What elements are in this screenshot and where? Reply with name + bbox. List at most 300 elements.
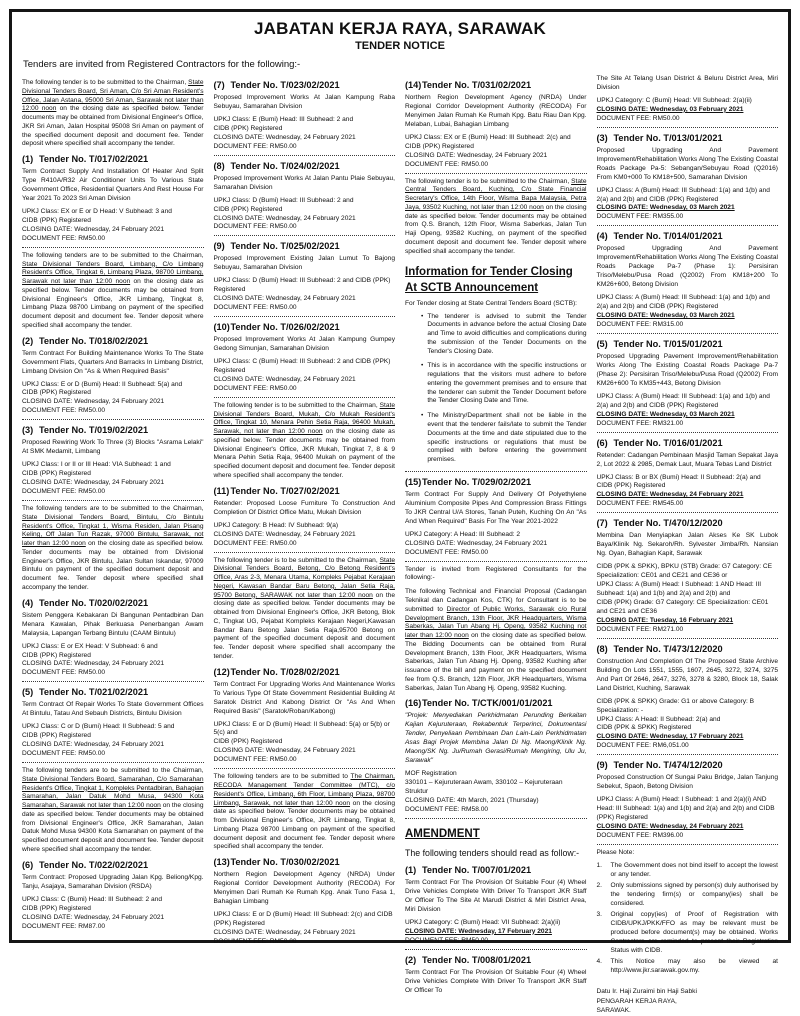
closing-date: CLOSING DATE: Wednesday, 17 February 2021 [596,733,744,741]
tender-specs [597,474,779,492]
dotted-divider [405,173,587,174]
spec-line: UPKJ Class: E or D (Bumi) Head: II Subhead: 5(a) or 5(b) or 5(c) and [213,720,390,737]
tender-heading [597,133,779,143]
tender-index: (7) [596,518,608,529]
submission-instructions [22,252,204,331]
spec-line: CIDB (PPK & SPKK) Grade: G1 or above Category: B Specialization: - [596,697,755,714]
submission-instructions [405,588,587,693]
tender-number: Tender No. T/024/02/2021 [230,160,340,171]
tender-heading [405,80,587,90]
spec-line: UPKJ Class: A (Bumi) Head: I Subhead: 1 and 2(a)(i) AND Head: III Subhead: 1(a) and 1(b) and 2(a) and 2(b) and CIDB (PPK) Registered [596,796,775,822]
intro-segment: on the closing date as specified below. Tender documents may be obtained from Divisional Engineer's Office, JKR Limbang, Tingkat 8, Limbang Plaza 98700 Limbang on payment of the specified document deposit and document fee. Tender deposit where specified shall accompany the tender. [213,799,395,851]
tender-description: Construction And Completion Of The Proposed State Archive Building On Lots 1551, 1555, 1607, 2645, 3272, 3274, 3275 And Part Of 2646, 2647, 3276, 3278 & 3280, Block 18, Salak Land District, Kuching, Sarawak [596,657,778,692]
document-fee: DOCUMENT FEE: RM58.00 [405,806,489,814]
document-fee: DOCUMENT FEE: RM50.00 [22,488,106,496]
closing-date: CLOSING DATE: Wednesday, 03 March 2021 [596,204,735,212]
spec-line: UPKJ Class: E or EX Head: V Subhead: 6 and [22,642,158,650]
tender-specs [214,197,396,215]
spec-line: CIDB (PPK) Registered [596,482,666,490]
spec-line: UPKJ Class: C or D (Bumi) Head: II Subhead: 5 and [22,723,175,731]
document-fee: DOCUMENT FEE: RM50.00 [213,756,297,764]
intro-segment: on the closing date as specified below. Tender documents may be obtained from Divisional Engineer's Office, JKR Betong, Blok C, Tingkat UG, Pejabat Kompleks Kerajaan Negeri,Kawasan Bandar Baru Betong Jalan Setia Raja,95700 Betong on payment of the specified document deposit and document fee. Tender deposit where specified shall accompany the tender. [213,591,395,660]
tender-specs [597,187,779,205]
tender-index: (3) [596,132,608,143]
intro-segment: The following tender is to be submitted to the Chairman, [22,79,189,86]
tender-specs [22,461,204,479]
tender-number: Tender No. T/008/01/2021 [422,954,532,965]
spec-line: UPKJ Class: A (Bumi) Head: III Subhead: 1(a) and 1(b) and 2(a) and 2(b) and CIDB (PPK) Registered [596,186,770,203]
note-text: Only submissions signed by person(s) duly authorised by the tendering firm(s) or company(ies) shall be considered. [610,882,778,907]
intro-segment: on the closing date as specified below. Tender documents may be obtained from Q.S. Branch, 12th Floor, Wisma Saberkas, Jalan Tun Haji Openg, 93582 Kuching, on payment of the specified document deposit and document fee. Tender deposit where specified shall accompany the tender. [405,203,587,255]
tender-heading [405,698,587,708]
closing-date: CLOSING DATE: Wednesday, 03 March 2021 [596,312,735,320]
tender-index: (3) [22,425,34,436]
tender-number: Tender No. T/025/02/2021 [230,241,340,252]
spec-line: CIDB (PPK) Grade: G7 Category: CE Specialization: CE01 and CE21 and CE36 [596,598,769,615]
note-text: This Notice may also be viewed at http://www.jkr.sarawak.gov.my. [610,958,778,975]
note-item [597,911,779,955]
submission-instructions [405,178,587,257]
tender-number: Tender No. T/470/12/2020 [613,518,723,529]
document-fee: DOCUMENT FEE: RM50.00 [22,750,106,758]
tender-specs [405,770,587,797]
tender-description: "Projek: Menyediakan Perkhidmatan Perunding Berkaitan Kajian Kejuruteraan, Rekabentuk Terperinci, Dokumentasi Tender, Penyeliaan Pembinaan Dan Lain-Lain Perkhidmatan Asas Bagi Projek Membina Jalan Di Ng. Maong/Klinik Ng. Maong/SK Ng. Ju/Rumah Gerasi/Rumah Mengiring, Ulu Ju, Sarawak" [405,712,587,765]
document-fee: DOCUMENT FEE: RM271.00 [596,625,684,633]
tender-index: (5) [596,338,608,349]
spec-line: UPKJ Category: C (Bumi) Head: VII Subhead: 2(a)(ii) [596,96,752,104]
spec-line: UPKJ Category: B Head: IV Subhead: 9(a) [213,521,339,529]
intro-segment: The following tender is to be submitted to the Chairman, [405,177,572,185]
signature-line: SARAWAK. [596,1007,631,1015]
closing-date: CLOSING DATE: Wednesday, 24 February 2021 [213,530,356,538]
document-fee: DOCUMENT FEE: RM50.00 [22,669,106,677]
document-fee: DOCUMENT FEE: RM50.00 [596,114,680,122]
tender-number: Tender No. T/029/02/2021 [422,476,532,487]
document-fee: DOCUMENT FEE: RM6,051.00 [596,742,689,750]
invite-line: Tenders are invited from Registered Contractors for the following:- [23,59,301,70]
dotted-divider [22,247,204,248]
tender-description: Proposed Improvement Works At Jalan Kampung Raba Sebuyau, Samarahan Division [213,94,395,110]
document-fee: DOCUMENT FEE: RM396.00 [596,832,684,840]
tender-specs [22,643,204,661]
tender-index: (11) [213,485,230,496]
tender-item [597,133,779,223]
intro-segment: on the closing date as specified below. Tender documents may be obtained from Divisional Engineer's Office, JKR Samarahan, Jalan Datuk Mohd Musa 94300 Kota Samarahan on payment of the specified document deposit and document fee. Tender deposit where specified shall accompany the tender. [22,802,204,853]
tender-description: Retender: Cadangan Pembinaan Masjid Taman Sepakat Jaya 2, Lot 2022 & 2985, Demak Laut, Muara Tebas Land District [596,451,778,468]
tender-item [597,339,779,429]
dotted-divider [597,754,779,755]
dotted-divider [597,844,779,845]
tender-item [597,231,779,330]
dotted-divider [214,552,396,553]
tender-heading [214,857,396,867]
tender-specs [597,393,779,411]
intro-segment: The following Technical and Financial Proposal (Cadangan Teknikal dan Cadangan Kos, CTK) for Consultant is to be submitted to [405,588,587,613]
closing-date: CLOSING DATE: Wednesday, 24 February 2021 [213,747,356,755]
tender-heading [405,955,587,965]
tender-description: Term Contract For Supply And Delivery Of Polyethylene Aluminium Composite Pipes And Compression Brass Fittings To JKR Central U/A Stores, Tanah Puteh, Kuching On An "As And When Required" Basis For The Year 2021-2022 [405,490,587,525]
tender-description: Sistem Penggera Kebakaran Di Bangunan Pentadbiran Dan Menara Kawalan, Pihak Berkuasa Penerbangan Awam Malaysia, Lapangan Terbang Bintulu (CAAM Bintulu) [22,611,204,637]
dotted-divider [214,768,396,769]
tender-number: Tender No. T/026/02/2021 [230,322,340,333]
dotted-divider [597,225,779,226]
spec-line: CIDB (PPK) Registered [22,651,91,659]
page-subtitle: TENDER NOTICE [355,40,445,52]
document-fee: DOCUMENT FEE: RM50.00 [405,936,489,944]
tender-specs [597,563,779,617]
submission-address: State Divisional Tenders Board, Betong, C/o Betong Resident's Office, Aras 2-3, Menara Utama, Kompleks Pejabat Kerajaan Negeri, Kawasan Bandar Baru Betong, Jalan Setia Raja, 95700 Betong, SARAWAK not later than 12:00 noon [213,556,395,599]
tender-number: Tender No. T/473/12/2020 [613,643,723,654]
tender-specs [214,522,396,531]
tender-description: Proposed Improvement Works At Jalan Kampung Gumpey Gedong Simunjan, Samarahan Division [213,336,395,353]
bullet-text: This is in accordance with the specific instructions or regulations that the visitors must adhere to before entering the government premises and to ensure that the tenderer can submit the Tender Document before the Tender Closing Date and Time. [427,362,587,405]
tender-description: Term Contract: Proposed Upgrading Jalan Kpg. Beliong/Kpg. Tanju, Asajaya, Samarahan Division (RSDA) [22,873,204,890]
tender-index: (12) [213,666,230,677]
dotted-divider [405,818,587,819]
tender-index: (1) [22,154,34,165]
closing-date: CLOSING DATE: Wednesday, 24 February 2021 [213,375,356,383]
bullet-marker: • [421,312,424,320]
tender-heading [214,241,396,251]
tender-index: (8) [596,643,608,654]
bullets-lead: For Tender closing at State Central Tenders Board (SCTB): [405,299,578,307]
tender-index: (2) [22,335,34,346]
tender-item [22,860,204,932]
submission-instructions [214,557,396,662]
tender-index: (10) [213,322,230,333]
dotted-divider [22,762,204,763]
columns [22,75,778,1016]
page-title: JABATAN KERJA RAYA, SARAWAK [254,19,546,38]
tender-number: Tender No. T/020/02/2021 [39,597,149,608]
spec-line: UPKJ Class: D (Bumi) Head: III Subhead: 2 and [213,196,354,204]
submission-address: State Divisional Tenders Board, Mukah, C/o Mukah Resident's Office, Tingkat 10, Menara Pehin Setia Raja, 96400 Mukah, Sarawak, not later than 12:00 noon [213,401,395,436]
spec-line: UPKJ Class: I or II or III Head: VIA Subhead: 1 and [22,461,171,469]
tender-item [405,80,587,170]
spec-line: CIDB (PPK) Registered [22,389,91,397]
closing-date: CLOSING DATE: 4th March, 2021 (Thursday) [405,797,539,805]
spec-line: UPKJ Class: EX or E or D Head: V Subhead: 3 and [22,207,172,215]
dotted-divider [597,432,779,433]
intro-segment: The following tenders are to be submitted to [213,773,351,781]
sctb-closing-info [405,300,587,465]
tender-item [214,161,396,233]
tender-description: Membina Dan Menyiapkan Jalan Akses Ke SK Lubok Baya/Klinik Ng. Sekaroh/Rh. Sylvester Jimba/Rh. Nansian Ng. Oyan, Bahagian Kapit, Sarawak [596,532,778,558]
tender-index: (7) [213,80,225,90]
tender-specs [214,721,396,748]
tender-number: Tender No. T/017/02/2021 [39,154,149,165]
dotted-divider [597,638,779,639]
tender-number: Tender No. T/CTK/001/01/2021 [422,698,553,709]
closing-date: CLOSING DATE: Wednesday, 24 February 2021 [596,491,744,499]
note-item [597,958,779,976]
tender-description: Term Contract Supply And Installation Of Heater And Split Type R410A/R32 Air Conditioner Units To Various State Government Office, Residential Quarters And Rest House For Year 2021 To 2023 Sri Aman Division [22,168,204,202]
tender-index: (4) [596,231,608,242]
tender-heading [22,687,204,697]
tender-index: (13) [213,857,230,868]
document-fee: DOCUMENT FEE: RM50.00 [22,234,106,242]
tender-item [597,644,779,752]
intro-segment: on the closing date as specified below. Tender documents may be obtained from Divisional Engineer's Office, JKR Limbang, Tingkat 8, Limbang Plaza 98700 Limbang on payment of the specified document deposit and document fee. Tender deposit where specified shall accompany the tender. [22,278,204,329]
dotted-divider [214,316,396,317]
dotted-divider [405,561,587,562]
spec-line: UPKJ Class: A (Bumi) Head: I Subhead: 1 AND Head: III Subhead: 1(a) and 1(b) and 2(a) and 2(b) and [596,581,762,598]
document-fee: DOCUMENT FEE: RM321.00 [596,419,684,427]
tender-description: Northern Region Development Agency (NRDA) Under Regional Corridor Development Authority (RECODA) For Menyimen Jalan Rumah Ke Rumah Kpg. Batu Riau Dan Kpg. Melaban, Lubai, Bahagian Limbang [405,94,587,128]
submission-instructions [22,505,204,593]
note-lead: Please Note: [596,849,635,856]
tender-item [597,518,779,634]
tender-description: Proposed Construction Of Sungai Paku Bridge, Jalan Tanjung Sebekut, Spaoh, Betong Division [596,774,778,791]
submission-address: State Divisional Tenders Board, Sri Aman, C/o Sri Aman Resident's Office, Jalan Astana, 95000 Sri Aman, Sarawak not later than 12:00 noon [22,79,204,113]
tender-description: Proposed Upgrading And Pavement Improvement/Rehabilitation Works Along The Existing Coastal Roads Package Pa-5: Sebangan/Sebuyau Road (Q2016) From KM0+000 To KM18+500, Samarahan Division [596,146,778,181]
submission-address: State Divisional Tenders Board, Bintulu, C/o Bintulu Resident's Office, Tingkat 1, Wisma Residen, Jalan Pisang Keling, Off Jalan Tun Razak, 97000 Bintulu, Sarawak, not later than 12:00 noon [22,513,204,548]
paragraph: The following tenders should read as follow:- [405,848,580,859]
spec-line: CIDB (PPK) Registered [213,124,283,132]
tender-number: Tender No. T/022/02/2021 [39,859,149,870]
tender-heading [22,860,204,870]
document-fee: DOCUMENT FEE: RM87.00 [22,922,106,930]
tender-number: Tender No. T/013/01/2021 [613,132,723,143]
closing-date: CLOSING DATE: Wednesday, 03 March 2021 [596,410,735,418]
tender-number: Tender No. T/474/12/2020 [613,760,723,771]
intro-segment: The following tender is to be submitted to the Chairman, [213,556,380,564]
document-fee: DOCUMENT FEE: RM50.00 [22,407,106,415]
spec-line: CIDB (PPK) Registered [213,738,283,746]
column-4 [597,75,779,1016]
dotted-divider [22,681,204,682]
tender-description: Retender: Proposed Loose Furniture To Construction And Completion Of District Office Matu, Mukah Division [213,499,395,516]
intro-segment: The following tenders are to be submitted to the Chairman, [22,767,204,775]
spec-line: CIDB (PPK & SPKK), BPKU (STB) Grade: G7 Category: CE Specialization: CE01 and CE21 and CE36 or [596,563,773,580]
paragraph: Tender is invited from Registered Consultants for the following:- [405,565,587,582]
tender-description: The Site At Telang Usan District & Beluru District Area, Miri Division [596,75,778,91]
tender-specs [405,919,587,928]
intro-segment: The following tenders are to be submitted to the Chairman, [22,251,204,259]
tender-item [22,336,204,417]
tender-item [214,486,396,549]
tender-specs [405,531,587,540]
signature-line: Datu Ir. Haji Zuraimi bin Haji Sabki [596,988,697,996]
tender-heading [597,760,779,770]
bullet-text: The Ministry/Department shall not be liable in the event that the tenderer fails/late to submit the Tender Documents at the time and date stipulated due to the specific instructions or regulations that must be complied with before entering the government premises. [427,412,587,464]
intro-segment: on the closing date as specified below. Tender documents may be obtained from Divisional Engineer's Office, JKR Bintulu, Jalan Sultan Iskandar, 97009 Bintulu on payment of the specified document deposit and document fee. Tender deposit where specified shall accompany the tender. [22,540,204,591]
tender-specs [597,294,779,312]
document-fee: DOCUMENT FEE: RM50.00 [213,142,297,150]
closing-date: CLOSING DATE: Wednesday, 24 February 2021 [213,214,356,222]
tender-specs [22,723,204,741]
tender-specs [597,97,779,106]
bullet-item [421,412,587,465]
submission-address: State Central Tenders Board, Kuching, C/o State Financial Secretary's Office, 14th Floor, Wisma Bapa Malaysia, Petra Jaya, 93502 Kuching, not later than 12:00 noon [405,177,587,211]
tender-index: (6) [22,859,34,870]
document-fee: DOCUMENT FEE: RM50.00 [405,548,489,556]
tender-item [214,857,396,947]
tender-description: Proposed Rewiring Work To Three (3) Blocks "Asrama Lelaki" At SMK Medamit, Limbang [22,439,204,456]
tender-number: Tender No. T/014/01/2021 [613,231,723,242]
tender-heading [597,339,779,349]
intro-segment: The following tenders are to be submitted to the Chairman, [22,505,204,513]
tender-specs [22,381,204,399]
tender-description: Term Contract For Upgrading Works And Maintenance Works To Various Type Of State Government Residential Building At Saratok District And Kabong District Or "As And When Required Basis" (Saratok/Roban/Kabong) [213,680,395,715]
spec-line: UPKJ Class: C (Bumi) Head: III Subhead: 2 and [22,895,162,903]
tender-item [405,865,587,946]
document-fee: DOCUMENT FEE: RM50.00 [213,539,297,547]
tender-description: Term Contract For The Provision Of Suitable Four (4) Wheel Drive Vehicles Complete With Driver To Transport JKR Staff Or Officer To The Site At Marudi District & Miri District Area, Miri Division [405,878,587,913]
tender-specs [22,208,204,226]
closing-date: CLOSING DATE: Wednesday, 24 February 2021 [22,913,165,921]
tender-number: Tender No. T/023/02/2021 [230,80,340,90]
spec-line: UPKJ Class: A (Bumi) Head: III Subhead: 1(a) and 1(b) and 2(a) and 2(b) and CIDB (PPK) Registered [596,392,770,409]
tender-index: (8) [213,160,225,171]
tender-index: (14) [405,80,422,90]
tender-number: Tender No. T/007/01/2021 [422,864,532,875]
tender-item [214,322,396,394]
intro-segment: on the closing date as specified below. Tender documents may be obtained from Divisional Engineer's Office, JKR Sri Aman, Jalan Hospital 95008 Sri Aman on payment of the specified document deposit and document fee. Tender deposit where specified shall accompany the tender. [22,105,204,148]
spec-line: UPKJ Class: A Head: II Subhead: 2(a) and [596,715,721,723]
spec-line: CIDB (PPK & SPKK) Registered [596,724,692,732]
tender-description: Term Contract Of Repair Works To State Government Offices At Bintulu, Tatau And Sebauh Districts, Bintulu Division [22,701,204,718]
tender-description: Proposed Improvement Works At Jalan Pantu Plaie Sebuyau, Samarahan Division [213,174,395,191]
document-fee: DOCUMENT FEE: RM50.00 [213,304,297,312]
dotted-divider [597,512,779,513]
spec-line: CIDB (PPK) Registered [22,904,91,912]
closing-date: CLOSING DATE: Wednesday, 24 February 2021 [405,539,548,547]
document-fee: DOCUMENT FEE: RM315.00 [596,321,684,329]
tender-number: Tender No. T/031/02/2021 [422,80,532,90]
tender-heading [597,231,779,241]
tender-heading [22,598,204,608]
tender-description: Proposed Upgrading And Pavement Improvement/Rehabilitation Works Along The Existing Coastal Roads Package Pa-7 (Phase 1): Persisiran Triso/Melebu/Pusa Road (Q2002) From KM18+200 To KM26+600, Betong Division [596,245,778,289]
tender-index: (2) [405,954,417,965]
dotted-divider [214,235,396,236]
spec-line: UPKJ Category: A Head: III Subhead: 2 [405,530,521,538]
tender-specs [214,911,396,929]
tender-heading [214,80,396,90]
column-3 [405,75,587,999]
tender-heading [597,518,779,528]
submission-address: Director of Public Works, Sarawak c/o Rural Development Branch, 13th Floor, JKR Headquarters, Wisma Saberkas, Jalan Tun Abang Hj. Openg, 93582 Kuching not later than 12:00 noon [405,605,587,640]
tender-number: Tender No. T/030/02/2021 [230,857,340,868]
submission-address: State Divisional Tenders Board, Samarahan, C/o Samarahan Resident's Office, Tingkat 1, Kompleks Pentadbiran, Bahagian Samarahan, Jalan Datuk Mohd Musa, 94300 Kota Samarahan, Sarawak not later than 12:00 noon [22,775,204,810]
tender-item [22,687,204,759]
tender-number: Tender No. T/021/02/2021 [39,687,149,698]
spec-line: CIDB (PPK) Registered [22,732,91,740]
document-fee: DOCUMENT FEE: RM50.00 [213,384,297,392]
closing-date: CLOSING DATE: Tuesday, 16 February 2021 [596,616,734,624]
closing-date: CLOSING DATE: Wednesday, 24 February 2021 [596,823,744,831]
bullet-item [421,362,587,406]
tender-heading [214,322,396,332]
closing-date: CLOSING DATE: Wednesday, 24 February 2021 [213,928,356,936]
intro-segment: The following tender is to be submitted to the Chairman, [213,401,380,409]
spec-line: UPKJ Class: B or BX (Bumi) Head: II Subhead: 2(a) and [596,473,761,481]
submission-address: The Chairman, RECODA Management Tender Committee (MTC), c/o Resident's Office, Limbang, 6th Floor, Limbang Plaza, 98700 Limbang, Sarawak, not later than 12:00 noon [213,773,395,807]
document-fee: DOCUMENT FEE: RM50.00 [405,160,489,168]
tender-item [214,80,396,152]
closing-date: CLOSING DATE: Wednesday, 24 February 2021 [22,398,165,406]
dotted-divider [214,155,396,156]
spec-line: CIDB (PPK) Registered [22,470,91,478]
dotted-divider [405,471,587,472]
tender-item [405,477,587,558]
tender-heading [22,154,204,164]
tender-number: Tender No. T/019/02/2021 [39,425,149,436]
tender-index: (9) [596,760,608,771]
submission-instructions [214,773,396,852]
tender-description: Term Contract For Building Maintenance Works To The State Government Flats, Quarters And Barracks In Limbang District, Limbang Division On "As & When Required Basis" [22,349,204,375]
tender-number: Tender No. T/027/02/2021 [230,485,340,496]
intro-segment: on the closing date as specified below. Tender documents may be obtained from Divisional Engineer's Office, JKR Mukah, Tingkat 7, 8 & 9 Menara Pehin Setia Raja, 96400 Mukah on payment of the specified document deposit and document fee. Tender deposit where specified shall accompany the tender. [213,428,395,479]
tender-specs [22,896,204,914]
tender-index: (1) [405,864,417,875]
spec-line: UPKJ Class: D (Bumi) Head: III Subhead: 2 and CIDB (PPK) Registered [213,277,391,294]
dotted-divider [405,949,587,950]
page-frame [9,9,791,1015]
intro-segment: on the closing date as specified below. The Bidding Documents can be obtained from Rural Development Branch, 13th Floor, JKR Headquarters, Wisma Saberkas, Jalan Tun Abang Hj. Openg, 93582 Kuching after issuance of the bill and payment on the specified document fee from Q.S. Branch, 12th Floor, JKR Headquarters, Wisma Saberkas, Jalan Tun Abang Hj. Openg, 93582 Kuching. [405,632,587,692]
tender-item [597,438,779,510]
tender-index: (9) [213,241,225,252]
signature-block [597,987,779,1016]
tender-heading [214,667,396,677]
submission-instructions [22,767,204,855]
tender-heading [22,425,204,435]
note-number: 3. [596,911,602,919]
spec-line: MOF Registration [405,770,457,778]
closing-date: CLOSING DATE: Wednesday, 24 February 2021 [213,133,356,141]
dotted-divider [22,419,204,420]
bullet-marker: • [421,362,424,370]
column-1 [22,75,204,934]
tender-item [405,955,587,996]
closing-date: CLOSING DATE: Wednesday, 24 February 2021 [22,741,165,749]
dotted-divider [22,500,204,501]
bullet-text: The tenderer is advised to submit the Tender Documents in advance before the actual Closing Date and Time to avoid difficulties and complications during the submission of the Tender Documents on the Tender's Closing Date. [427,312,587,355]
note-text: Original copy(ies) of Proof of Registration with CIDB/UPKJ/PKK/FFO as may be relevant must be produced before document(s) may be obtained. Works Contractors are reminded to present their Registration Status with CIDB. [610,911,778,954]
closing-date: CLOSING DATE: Wednesday, 17 February 2021 [405,927,552,935]
tender-heading [597,644,779,654]
tender-heading [214,486,396,496]
signature-line: PENGARAH KERJA RAYA, [596,997,677,1005]
tender-index: (15) [405,476,422,487]
tender-specs [214,277,396,295]
submission-instructions [214,402,396,481]
tender-description: Northern Region Development Agency (NRDA) Under Regional Corridor Development Authority (RECODA) For Menyimen Dari Rumah Ke Rumah Kpg. Anak Tuno Fasa 1, Bahagian Limbang [213,871,395,906]
document-fee: DOCUMENT FEE: RM50.00 [213,937,297,945]
tender-specs [597,796,779,823]
tender-heading [405,865,587,875]
tender-index: (6) [596,437,608,448]
note-number: 1. [596,861,602,869]
tender-number: Tender No. T/018/02/2021 [39,335,149,346]
submission-address: State Divisional Tenders Board, Limbang, C/o Limbang Resident's Office, Tingkat 6, Limbang Plaza, 98700 Limbang, Sarawak not later than 12:00 noon [22,260,204,286]
closing-date: CLOSING DATE: Wednesday, 24 February 2021 [22,225,165,233]
tender-description: Proposed Improvement Existing Jalan Lumut To Bajong Sebuyau, Samarahan Division [213,255,395,272]
tender-item [22,425,204,497]
please-note [597,849,779,976]
dotted-divider [597,333,779,334]
tender-specs [597,698,779,734]
bullet-marker: • [421,412,424,420]
spec-line: UPKJ Class: E (Bumi) Head: III Subhead: 2 and [213,115,354,123]
document-fee: DOCUMENT FEE: RM50.00 [213,223,297,231]
spec-line: CIDB (PPK) Registered [213,205,283,213]
section-heading: AMENDMENT [405,827,480,840]
note-number: 4. [596,958,602,966]
spec-line: UPKJ Category: C (Bumi) Head: VII Subhead: 2(a)(ii) [405,918,561,926]
section-heading: Information for Tender Closing At SCTB Announcement [405,265,573,294]
dotted-divider [214,397,396,398]
